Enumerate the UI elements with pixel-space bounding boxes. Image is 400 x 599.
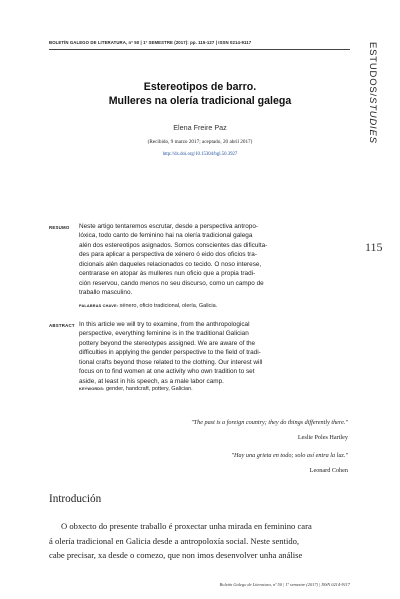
- section-label-estudos: ESTUDOS/: [367, 42, 378, 97]
- abstract-line: pottery beyond the stereotypes assigned. We are aware of the: [79, 339, 256, 347]
- resumo-line: des para aplicar a perspectiva de xénero ó eido dos oficios tra-: [79, 251, 257, 259]
- abstract-line: aside, at least in his speech, as a male labor camp.: [79, 377, 224, 385]
- section-label-studies: STUDIES: [367, 96, 378, 144]
- resumo-line: lóxica, todo canto de feminino hai na olería tradicional galega: [79, 232, 253, 240]
- page-number: 115: [365, 240, 383, 254]
- resumo-line: dicionais alén daqueles relacionados co tecido. O noso interese,: [79, 260, 262, 268]
- keywords-label: KEYWORDS:: [79, 387, 105, 391]
- resumo-label: RESUMO: [49, 225, 70, 230]
- epigraph-author: Leonard Cohen: [309, 467, 348, 474]
- epigraph-author: Leslie Poles Hartley: [297, 434, 348, 441]
- author-name: Elena Freire Paz: [173, 123, 227, 132]
- body-line: O obxecto do presente traballo é proxectar unha mirada en feminino cara: [61, 521, 312, 531]
- article-title: [49, 80, 351, 108]
- resumo-line: centrarase en atopar ás mulleres nun oficio que a propia tradi-: [79, 270, 256, 278]
- journal-header: BOLETÍN GALEGO DE LITERATURA, nº 50 | 1º SEMESTRE (2017): pp. 115-127 | ISSN 0214-9117: [49, 40, 252, 45]
- body-line: cabe precisar, xa desde o comezo, que non imos desenvolver unha análise: [49, 550, 303, 561]
- abstract-line: perspective, everything feminine is in the traditional Galician: [79, 330, 249, 338]
- resumo-line: Neste artigo tentaremos escrutar, desde a perspectiva antropo-: [79, 223, 259, 230]
- body-paragraph: [49, 519, 350, 563]
- abstract-keywords: [79, 386, 355, 392]
- resumo-line: ción reservou, cando menos no seu discurso, como un campo de: [79, 279, 264, 287]
- page-footer: Boletín Galego de Literatura, nº 50 | 1º semestre (2017) | ISSN 0214-9117: [219, 582, 350, 587]
- epigraph-quote: "The past is a foreign country; they do things differently there.": [191, 419, 348, 426]
- header-rule: [49, 49, 350, 50]
- section-heading: Introdución: [49, 493, 102, 505]
- resumo-text: [79, 222, 355, 298]
- keywords-value: gender, handcraft, pottery, Galician.: [105, 386, 193, 392]
- resumo-line: alén dos estereotipos asignados. Somos conscientes das dificulta-: [79, 241, 268, 249]
- received-accepted-dates: (Recibido, 9 marzo 2017; aceptado, 20 abril 2017): [147, 139, 253, 145]
- abstract-label: ABSTRACT: [49, 323, 75, 328]
- epigraph-quote: "Hay una grieta en todo; solo así entra la luz.": [231, 452, 348, 459]
- section-label: [367, 42, 378, 144]
- abstract-text: [79, 320, 355, 386]
- abstract-line: difficulties in applying the gender perspective to the field of tradi-: [79, 349, 261, 357]
- resumo-line: traballo masculino.: [79, 289, 133, 297]
- body-line: á olería tradicional en Galicia desde a antropoloxía social. Neste sentido,: [49, 535, 300, 546]
- abstract-line: In this article we will try to examine, from the anthropological: [79, 321, 250, 328]
- title-line-2: Mulleres na olería tradicional galega: [108, 95, 292, 107]
- epigraph: [118, 418, 348, 442]
- epigraph: [118, 451, 348, 475]
- keywords-label: PALABRAS CHAVE:: [79, 304, 119, 308]
- title-line-1: Estereotipos de barro.: [143, 81, 257, 93]
- abstract-line: focus on to find women at one activity who own tradition to set: [79, 368, 255, 376]
- resumo-keywords: [79, 303, 355, 309]
- abstract-line: tional crafts beyond those related to the clothing. Our interest will: [79, 358, 263, 366]
- doi-link[interactable]: http://dx.doi.org/10.15304/bgl.50.3927: [162, 152, 238, 157]
- keywords-value: xénero, oficio tradicional, olería, Galicia.: [119, 303, 218, 309]
